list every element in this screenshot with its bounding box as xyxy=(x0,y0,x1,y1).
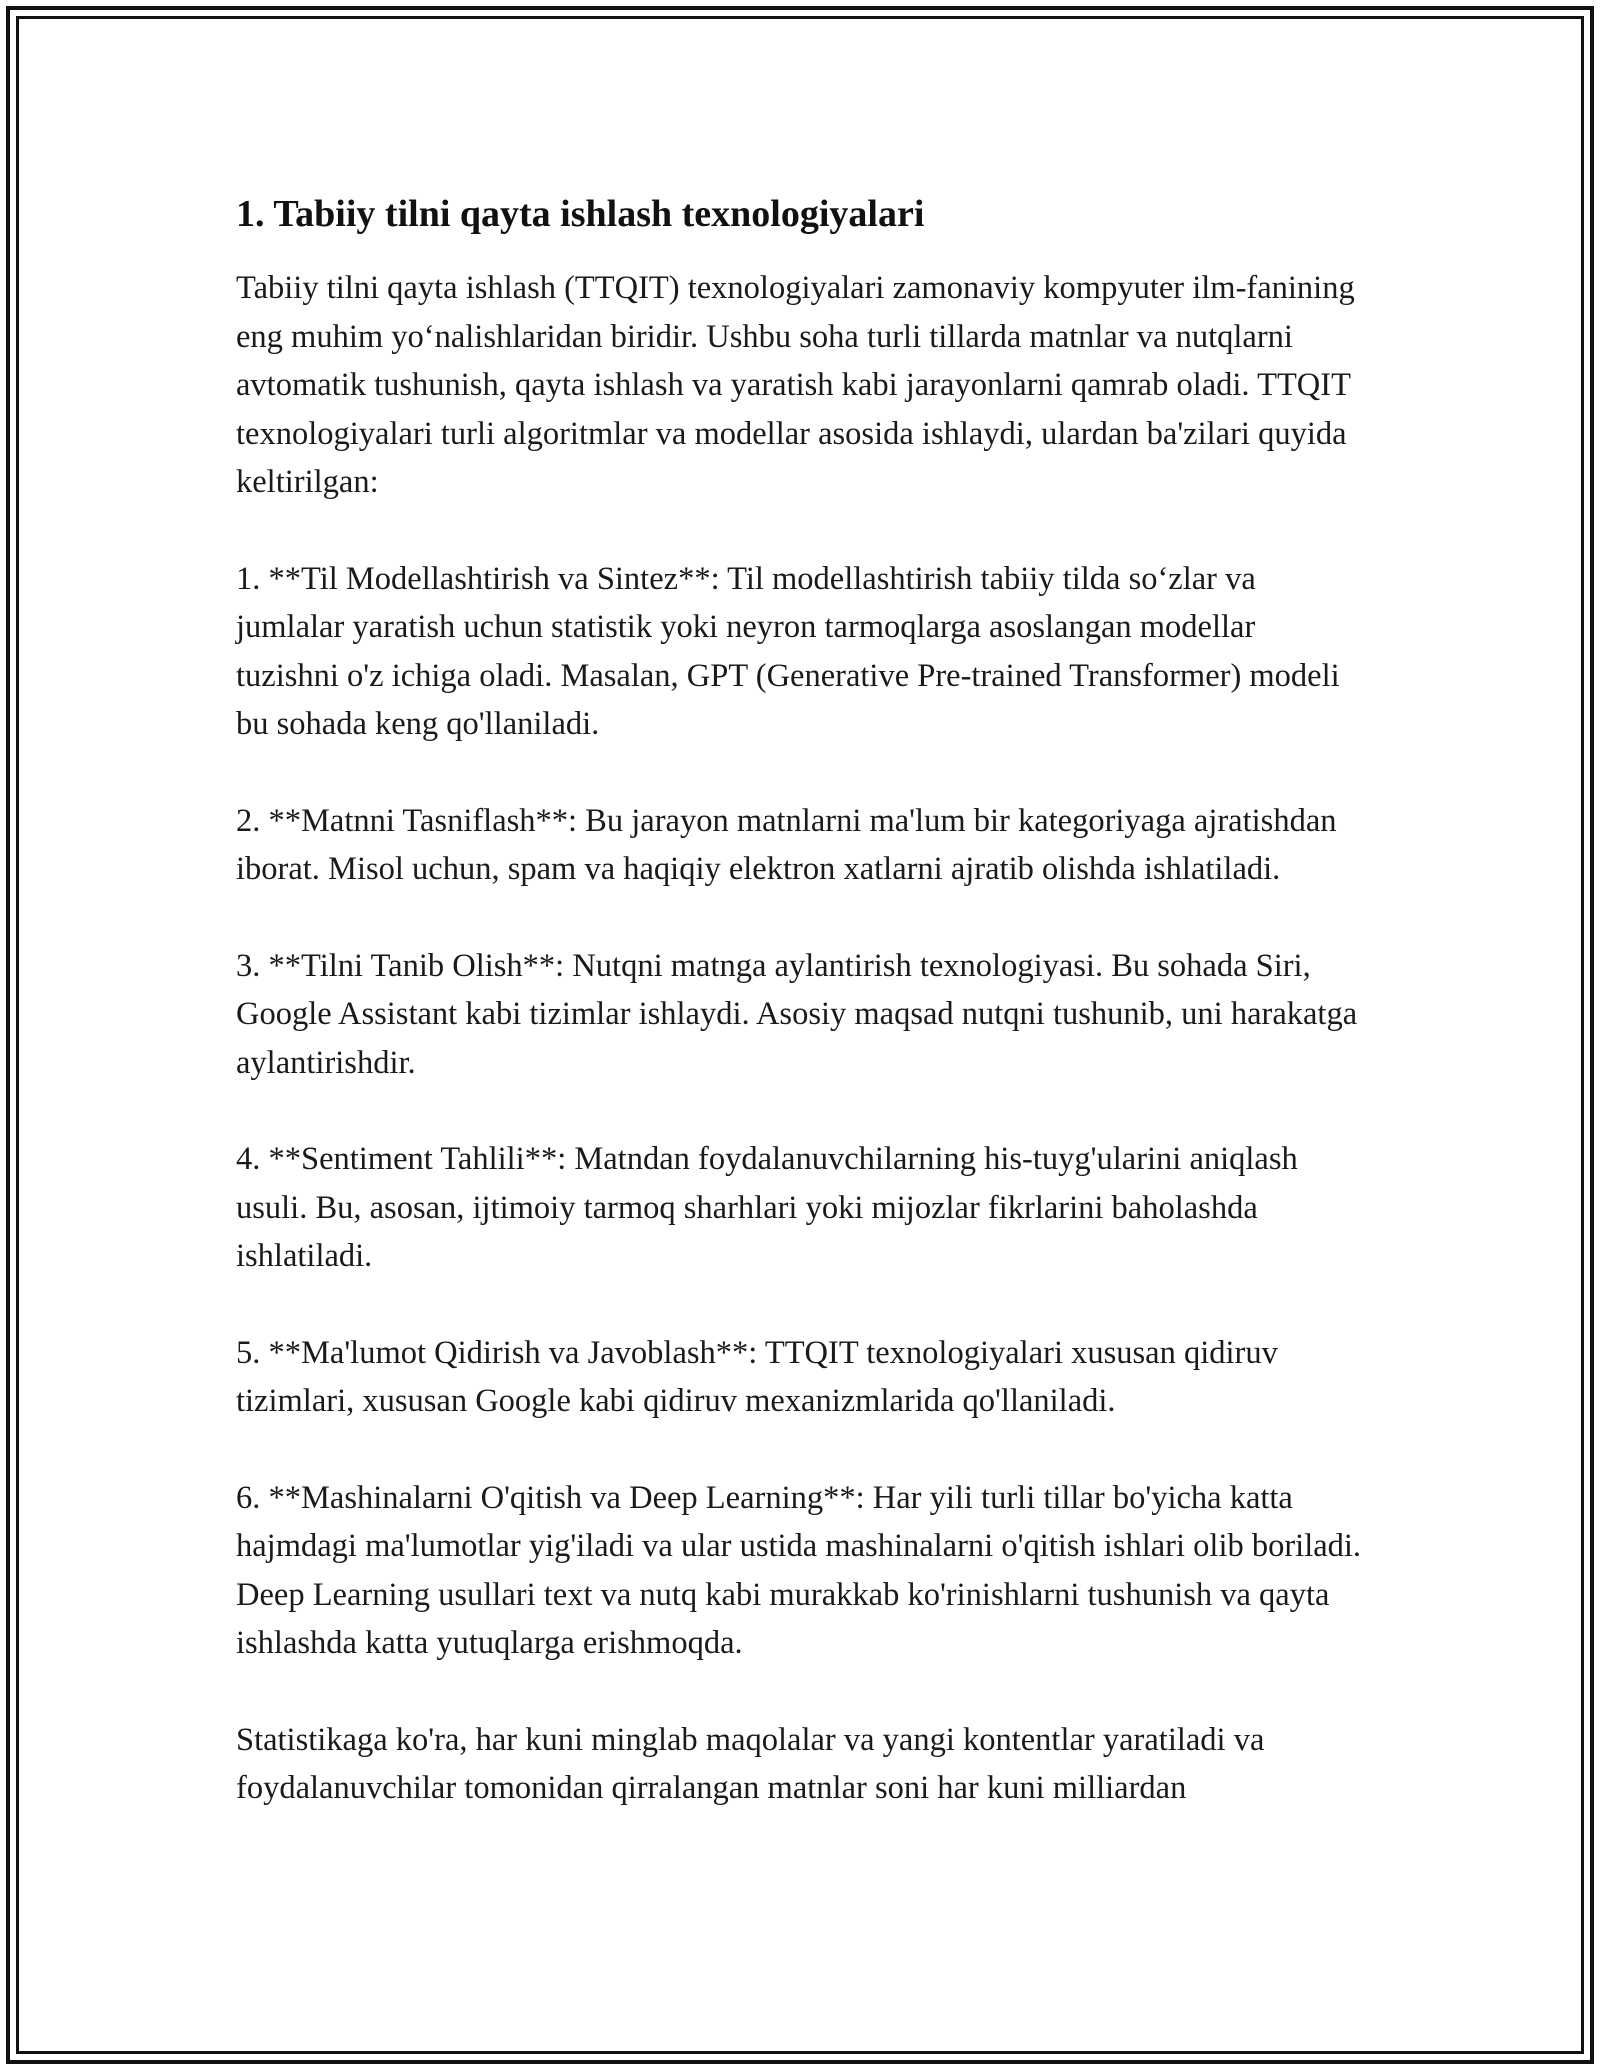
list-item-information-retrieval: 5. **Ma'lumot Qidirish va Javoblash**: TTQIT texnologiyalari xususan qidiruv tizimlari, xususan Google kabi qidiruv mexanizmlarida qo'llaniladi. xyxy=(236,1334,1278,1419)
document-body xyxy=(236,186,1366,1813)
list-item-language-modeling: 1. **Til Modellashtirish va Sintez**: Til modellashtirish tabiiy tilda so‘zlar va jumlalar yaratish uchun statistik yoki neyron tarmoqlarga asoslangan modellar tuzishni o'z ichiga oladi. Masalan, GPT (Generative Pre-trained Transformer) modeli bu sohada keng qo'llaniladi. xyxy=(236,560,1340,742)
closing-paragraph: Statistikaga ko'ra, har kuni minglab maqolalar va yangi kontentlar yaratiladi va foydalanuvchilar tomonidan qirralangan matnlar soni har kuni milliardan xyxy=(236,1721,1265,1806)
list-item-text-classification: 2. **Matnni Tasniflash**: Bu jarayon matnlarni ma'lum bir kategoriyaga ajratishdan iborat. Misol uchun, spam va haqiqiy elektron xatlarni ajratib olishda ishlatiladi. xyxy=(236,802,1337,887)
list-item-machine-learning: 6. **Mashinalarni O'qitish va Deep Learning**: Har yili turli tillar bo'yicha katta hajmdagi ma'lumotlar yig'iladi va ular ustida mashinalarni o'qitish ishlari olib boriladi. Deep Learning usullari text va nutq kabi murakkab ko'rinishlarni tushunish va qayta ishlashda katta yutuqlarga erishmoqda. xyxy=(236,1479,1362,1661)
section-title: 1. Tabiiy tilni qayta ishlash texnologiyalari xyxy=(236,193,925,235)
list-item-sentiment-analysis: 4. **Sentiment Tahlili**: Matndan foydalanuvchilarning his-tuyg'ularini aniqlash usuli. Bu, asosan, ijtimoiy tarmoq sharhlari yoki mijozlar fikrlarini baholashda ishlatiladi. xyxy=(236,1141,1298,1274)
list-item-speech-recognition: 3. **Tilni Tanib Olish**: Nutqni matnga aylantirish texnologiyasi. Bu sohada Siri, Google Assistant kabi tizimlar ishlaydi. Asosiy maqsad nutqni tushunib, uni harakatga aylantirishdir. xyxy=(236,947,1358,1081)
intro-paragraph: Tabiiy tilni qayta ishlash (TTQIT) texnologiyalari zamonaviy kompyuter ilm-fanining eng muhim yo‘nalishlaridan biridir. Ushbu soha turli tillarda matnlar va nutqlarni avtomatik tushunish, qayta ishlash va yaratish kabi jarayonlarni qamrab oladi. TTQIT texnologiyalari turli algoritmlar va modellar asosida ishlaydi, ulardan ba'zilari quyida keltirilgan: xyxy=(236,270,1355,500)
